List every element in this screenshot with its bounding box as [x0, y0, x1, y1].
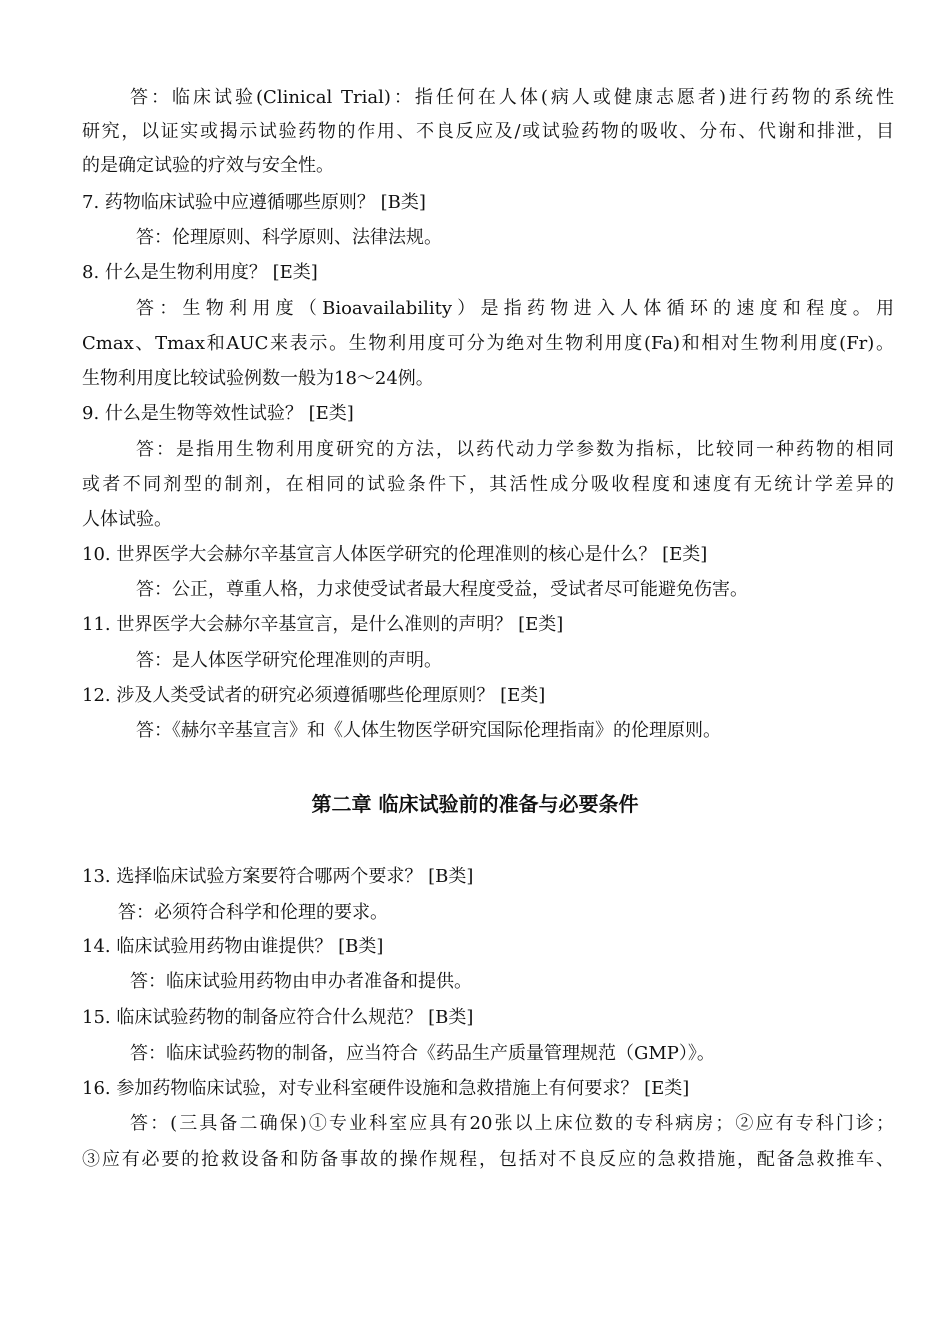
- answer-15: 答：临床试验药物的制备，应当符合《药品生产质量管理规范（GMP）》。: [130, 1043, 715, 1064]
- question-10: 10. 世界医学大会赫尔辛基宣言人体医学研究的伦理准则的核心是什么？ [E类]: [82, 544, 708, 565]
- answer-9-line: 或者不同剂型的制剂，在相同的试验条件下，其活性成分吸收程度和速度有无统计学差异的: [82, 474, 894, 495]
- question-15: 15. 临床试验药物的制备应符合什么规范？ [B类]: [82, 1007, 474, 1028]
- answer-16-line: ③应有必要的抢救设备和防备事故的操作规程，包括对不良反应的急救措施，配备急救推车、: [82, 1149, 894, 1170]
- chapter-heading: 第二章 临床试验前的准备与必要条件: [311, 792, 639, 816]
- question-8: 8. 什么是生物利用度？ [E类]: [82, 262, 318, 283]
- answer-14: 答：临床试验用药物由申办者准备和提供。: [130, 971, 472, 992]
- question-9: 9. 什么是生物等效性试验？ [E类]: [82, 403, 354, 424]
- question-13: 13. 选择临床试验方案要符合哪两个要求？ [B类]: [82, 866, 474, 887]
- question-7: 7. 药物临床试验中应遵循哪些原则？ [B类]: [82, 192, 426, 213]
- answer-line: 答：临床试验(Clinical Trial)：指任何在人体(病人或健康志愿者)进行药物的系统性: [130, 87, 894, 108]
- answer-line: 的是确定试验的疗效与安全性。: [82, 155, 334, 176]
- answer-12: 答：《赫尔辛基宣言》和《人体生物医学研究国际伦理指南》的伦理原则。: [136, 720, 721, 741]
- answer-8-line: Cmax、Tmax和AUC来表示。生物利用度可分为绝对生物利用度(Fa)和相对生物利用度(Fr)。: [82, 333, 894, 354]
- answer-9-line: 答：是指用生物利用度研究的方法，以药代动力学参数为指标，比较同一种药物的相同: [136, 439, 894, 460]
- answer-8-line: 生物利用度比较试验例数一般为18～24例。: [82, 368, 434, 389]
- question-16: 16. 参加药物临床试验，对专业科室硬件设施和急救措施上有何要求？ [E类]: [82, 1078, 690, 1099]
- answer-9-line: 人体试验。: [82, 509, 172, 530]
- answer-line: 研究，以证实或揭示试验药物的作用、不良反应及/或试验药物的吸收、分布、代谢和排泄，目: [82, 121, 894, 142]
- question-11: 11. 世界医学大会赫尔辛基宣言，是什么准则的声明？ [E类]: [82, 614, 564, 635]
- answer-13: 答：必须符合科学和伦理的要求。: [118, 902, 388, 923]
- answer-7: 答：伦理原则、科学原则、法律法规。: [136, 227, 442, 248]
- question-12: 12. 涉及人类受试者的研究必须遵循哪些伦理原则？ [E类]: [82, 685, 546, 706]
- answer-16-line: 答：(三具备二确保)①专业科室应具有20张以上床位数的专科病房；②应有专科门诊；: [130, 1113, 894, 1134]
- answer-8-line: 答：生物利用度（Bioavailability）是指药物进入人体循环的速度和程度。用: [136, 298, 894, 319]
- question-14: 14. 临床试验用药物由谁提供？ [B类]: [82, 936, 384, 957]
- answer-10: 答：公正，尊重人格，力求使受试者最大程度受益，受试者尽可能避免伤害。: [136, 579, 748, 600]
- answer-11: 答：是人体医学研究伦理准则的声明。: [136, 650, 442, 671]
